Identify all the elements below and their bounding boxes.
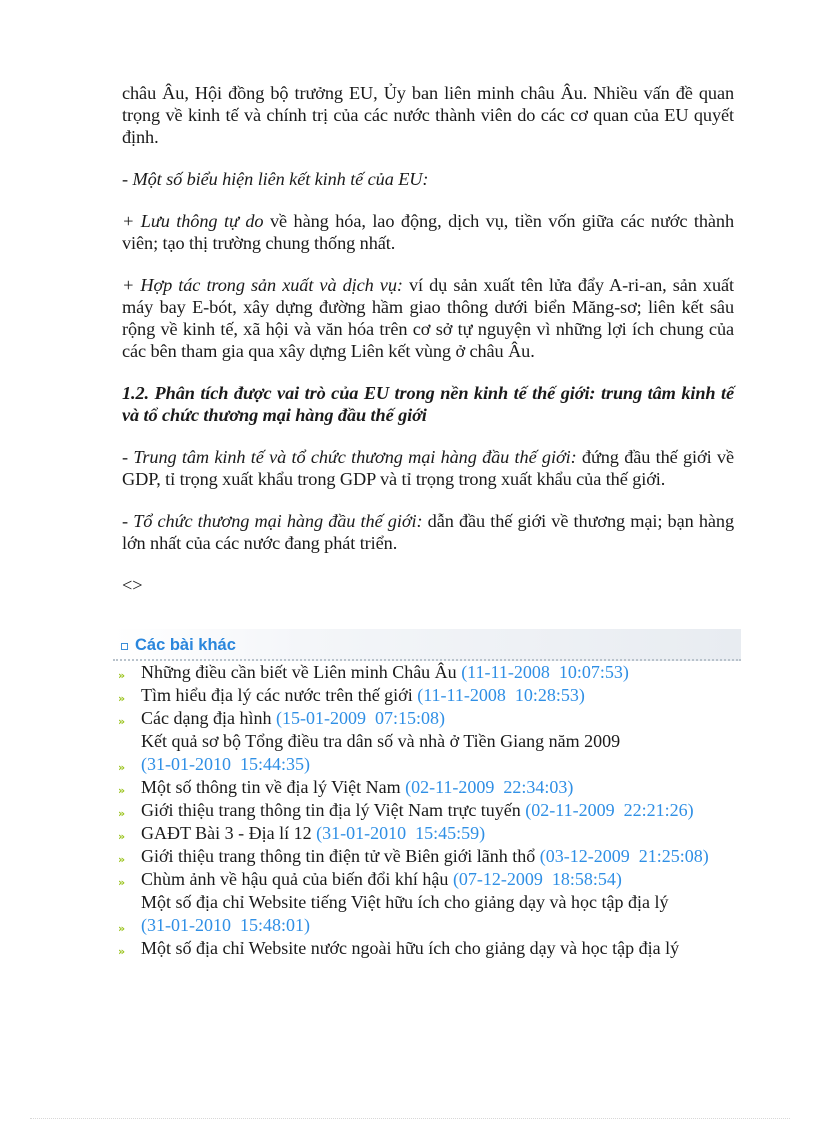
cooperation-label: + Hợp tác trong sản xuất và dịch vụ: [122, 275, 403, 295]
article-link[interactable]: Những điều cần biết về Liên minh Châu Âu [141, 662, 457, 682]
article-date: (11-11-2008 10:28:53) [417, 685, 585, 705]
double-chevron-icon: » [118, 876, 126, 889]
double-chevron-icon: » [118, 715, 126, 728]
article-date: (07-12-2009 18:58:54) [452, 869, 622, 889]
double-chevron-icon: » [118, 669, 126, 682]
paragraph-cooperation [122, 274, 734, 362]
article-date: (02-11-2009 22:34:03) [405, 777, 574, 797]
double-chevron-icon: » [118, 784, 126, 797]
list-item[interactable] [113, 730, 741, 776]
free-movement-text: về hàng hóa, lao động, dịch vụ, tiền vốn giữa các nước thành viên; tạo thị trường chung thống nhất. [122, 211, 735, 253]
article-date: (15-01-2009 07:15:08) [275, 708, 445, 728]
article-body [122, 82, 734, 596]
list-item-text [141, 708, 445, 728]
other-articles-title: Các bài khác [135, 636, 236, 654]
list-item-text [141, 777, 573, 797]
article-link[interactable]: Tìm hiểu địa lý các nước trên thế giới [141, 685, 413, 705]
list-item[interactable] [113, 799, 741, 822]
article-date: (02-11-2009 22:21:26) [525, 800, 694, 820]
article-link[interactable]: Kết quả sơ bộ Tổng điều tra dân số và nhà ở Tiền Giang năm 2009 [141, 731, 621, 751]
article-link[interactable]: GAĐT Bài 3 - Địa lí 12 [141, 823, 312, 843]
article-date: (31-01-2010 15:48:01) [141, 915, 310, 935]
paragraph-eu-institutions: châu Âu, Hội đồng bộ trưởng EU, Ủy ban liên minh châu Âu. Nhiều vấn đề quan trọng về kinh tế và chính trị của các nước thành viên do các cơ quan của EU quyết định. [122, 83, 734, 147]
list-item-text [141, 800, 694, 820]
article-link[interactable]: Các dạng địa hình [141, 708, 272, 728]
article-link[interactable]: Một số địa chỉ Website nước ngoài hữu ích cho giảng dạy và học tập địa lý [141, 938, 680, 958]
list-item-text [141, 846, 709, 866]
article-date: (03-12-2009 21:25:08) [539, 846, 709, 866]
free-movement-label: + Lưu thông tự do [122, 211, 264, 231]
list-item[interactable] [113, 707, 741, 730]
footer-divider [30, 1118, 790, 1119]
square-bullet-icon [121, 643, 128, 650]
list-item-text [141, 938, 679, 958]
article-date: (11-11-2008 10:07:53) [461, 662, 629, 682]
other-articles-section [113, 629, 741, 960]
list-item[interactable] [113, 845, 741, 868]
paragraph-free-movement [122, 210, 734, 254]
double-chevron-icon: » [118, 761, 126, 774]
paragraph-integration-intro: - Một số biểu hiện liên kết kinh tế của EU: [122, 169, 429, 189]
double-chevron-icon: » [118, 692, 126, 705]
article-link[interactable]: Một số địa chỉ Website tiếng Việt hữu ích cho giảng dạy và học tập địa lý [141, 892, 669, 912]
list-item[interactable] [113, 937, 741, 960]
list-item-text [141, 685, 585, 705]
article-link[interactable]: Giới thiệu trang thông tin điện tử về Biên giới lãnh thổ [141, 846, 536, 866]
list-item[interactable] [113, 776, 741, 799]
list-item-text [141, 869, 622, 889]
list-item-text [141, 892, 668, 935]
economic-center-label: - Trung tâm kinh tế và tổ chức thương mại hàng đầu thế giới: [122, 447, 577, 467]
list-item-text [141, 823, 485, 843]
empty-brackets: <> [122, 575, 143, 595]
section-heading: 1.2. Phân tích được vai trò của EU trong nền kinh tế thế giới: trung tâm kinh tế và tổ chức thương mại hàng đầu thế giới [122, 383, 734, 425]
trade-org-text: dẫn đầu thế giới về thương mại; bạn hàng lớn nhất của các nước đang phát triển. [122, 511, 734, 553]
double-chevron-icon: » [118, 945, 126, 958]
list-item[interactable] [113, 822, 741, 845]
paragraph-trade-org [122, 510, 734, 554]
trade-org-label: - Tổ chức thương mại hàng đầu thế giới: [122, 511, 423, 531]
article-link[interactable]: Chùm ảnh về hậu quả của biến đổi khí hậu [141, 869, 449, 889]
article-link[interactable]: Giới thiệu trang thông tin địa lý Việt Nam trực tuyến [141, 800, 521, 820]
other-articles-list [113, 661, 741, 960]
article-date: (31-01-2010 15:45:59) [316, 823, 486, 843]
double-chevron-icon: » [118, 853, 126, 866]
list-item[interactable] [113, 661, 741, 684]
other-articles-header [113, 629, 741, 661]
list-item[interactable] [113, 868, 741, 891]
economic-center-text: đứng đầu thế giới về GDP, tỉ trọng xuất khẩu trong GDP và tỉ trọng trong xuất khẩu của thế giới. [122, 447, 734, 489]
cooperation-text: ví dụ sản xuất tên lửa đẩy A-ri-an, sản xuất máy bay E-bót, xây dựng đường hầm giao thông dưới biển Măng-sơ; liên kết sâu rộng về kinh tế, xã hội và văn hóa trên cơ sở tự nguyện vì những lợi ích chung của các bên tham gia qua xây dựng Liên kết vùng ở châu Âu. [122, 275, 734, 361]
double-chevron-icon: » [118, 922, 126, 935]
list-item-text [141, 662, 629, 682]
article-date: (31-01-2010 15:44:35) [141, 754, 310, 774]
list-item[interactable] [113, 891, 741, 937]
list-item-text [141, 731, 620, 774]
double-chevron-icon: » [118, 807, 126, 820]
list-item[interactable] [113, 684, 741, 707]
double-chevron-icon: » [118, 830, 126, 843]
article-link[interactable]: Một số thông tin về địa lý Việt Nam [141, 777, 401, 797]
paragraph-economic-center [122, 446, 734, 490]
